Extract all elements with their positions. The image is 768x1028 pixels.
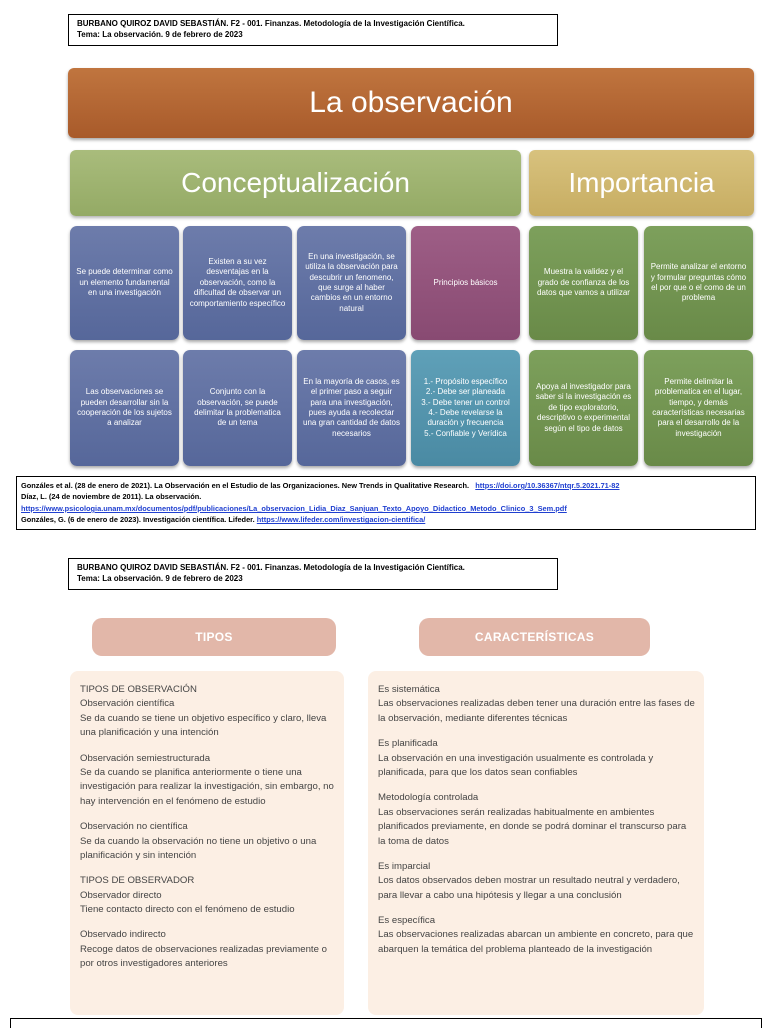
principles-card: Principios básicos (411, 226, 520, 340)
caracteristica-block (378, 683, 696, 726)
tipo-desc: Se da cuando la observación no tiene un objetivo o una planificación y sin intención (80, 835, 317, 861)
reference-item (21, 491, 751, 502)
principle-item: 2.- Debe ser planeada (425, 387, 506, 397)
tipo-desc: Se da cuando se tiene un objetivo específico y claro, lleva una planificación y una intención (80, 712, 327, 739)
conceptualization-header: Conceptualización (70, 150, 521, 216)
reference-link[interactable]: https://www.lifeder.com/investigacion-cientifica/ (256, 515, 426, 525)
concept-card: En la mayoría de casos, es el primer paso a seguir para una investigación, pues ayuda a recolectar una gran cantidad de datos necesarios (297, 350, 406, 466)
caracteristica-name: Es planificada (378, 738, 438, 750)
principle-item: 1.- Propósito específico (423, 376, 508, 386)
caracteristica-desc: La observación en una investigación usualmente es controlada y planificada, para que los datos sean confiables (378, 752, 654, 778)
caracteristicas-pill: CARACTERÍSTICAS (419, 618, 650, 656)
page1-header (68, 14, 558, 46)
reference-link[interactable]: https://www.psicologia.unam.mx/documentos/pdf/publicaciones/La_observacion_Lidia_Diaz_Sanjuan_Texto_Apoyo_Didactico_Metodo_Clinico_3_Sem.pdf (21, 503, 567, 513)
tipos-panel (70, 671, 344, 1015)
caracteristica-block (378, 914, 696, 957)
caracteristica-name: Es sistemática (378, 684, 440, 695)
tipo-desc: Recoge datos de observaciones realizadas previamente o por otros investigadores anteriores (80, 943, 327, 970)
caracteristica-desc: Las observaciones realizadas abarcan un ambiente en concreto, para que abarquen la temática del problema planteado de la investigación (378, 929, 694, 955)
importance-card: Apoya al investigador para saber si la investigación es de tipo exploratorio, descriptivo o experimental según el tipo de datos (529, 350, 638, 466)
reference-text: Díaz, L. (24 de noviembre de 2011). La observación. (21, 492, 202, 502)
references-box (16, 476, 756, 530)
tipo-group-title: TIPOS DE OBSERVADOR (80, 875, 195, 887)
tipo-block (80, 683, 336, 741)
importance-card: Permite analizar el entorno y formular preguntas cómo el por que o el como de un problema (644, 226, 753, 340)
main-title-banner: La observación (68, 68, 754, 138)
tipos-pill: TIPOS (92, 618, 336, 656)
caracteristica-name: Es específica (378, 915, 436, 927)
tipo-group-title: TIPOS DE OBSERVACIÓN (80, 684, 197, 695)
concept-card: Conjunto con la observación, se puede delimitar la problematica de un tema (183, 350, 292, 466)
header-author-line: BURBANO QUIROZ DAVID SEBASTIÁN. F2 - 001. Finanzas. Metodología de la Investigación Científica. (77, 563, 465, 572)
reference-item (21, 503, 751, 514)
concept-card: Existen a su vez desventajas en la observación, como la dificultad de observar un comportamiento específico (183, 226, 292, 340)
tipo-block (80, 820, 336, 863)
header-author-line: BURBANO QUIROZ DAVID SEBASTIÁN. F2 - 001. Finanzas. Metodología de la Investigación Científica. (77, 19, 465, 28)
principle-item: 3.- Debe tener un control (421, 397, 510, 407)
caracteristica-block (378, 791, 696, 849)
tipo-desc: Tiene contacto directo con el fenómeno de estudio (80, 904, 295, 916)
principle-item: 5.- Confiable y Verídica (424, 428, 507, 438)
caracteristica-name: Metodología controlada (378, 792, 479, 804)
tipo-block (80, 874, 336, 917)
caracteristica-name: Es imparcial (378, 860, 431, 872)
header-topic-line: Tema: La observación. 9 de febrero de 2023 (77, 573, 243, 583)
caracteristica-block (378, 860, 696, 903)
reference-item (21, 514, 751, 525)
header-topic-line: Tema: La observación. 9 de febrero de 2023 (77, 29, 243, 39)
reference-text: Gonzáles, G. (6 de enero de 2023). Investigación científica. Lifeder. (21, 515, 255, 525)
tipo-block (80, 752, 336, 810)
caracteristica-desc: Los datos observados deben mostrar un resultado neutral y verdadero, para llevar a cabo una hipótesis y llegar a una conclusión (378, 875, 680, 901)
importance-card: Permite delimitar la problematica en el lugar, tiempo, y demás características necesarias para el desarrollo de la investigación (644, 350, 753, 466)
caracteristicas-panel (368, 671, 704, 1015)
tipo-name: Observado indirecto (80, 929, 166, 941)
reference-text: Gonzáles et al. (28 de enero de 2021). La Observación en el Estudio de las Organizaciones. New Trends in Qualitative Research. (21, 481, 470, 490)
tipo-desc: Se da cuando se planifica anteriormente o tiene una investigación para realizar la investigación, sin embargo, no hay intervención en el fenómeno de estudio (80, 766, 334, 807)
concept-card: Se puede determinar como un elemento fundamental en una investigación (70, 226, 179, 340)
page2-header (68, 558, 558, 590)
tipo-name: Observador directo (80, 889, 162, 901)
tipo-block (80, 928, 336, 971)
importance-header: Importancia (529, 150, 754, 216)
caracteristica-desc: Las observaciones serán realizadas habitualmente en ambientes planificados previamente, en donde se podrá dominar el transcurso para la toma de datos (378, 806, 687, 847)
importance-card: Muestra la validez y el grado de confianza de los datos que vamos a utilizar (529, 226, 638, 340)
caracteristica-desc: Las observaciones realizadas deben tener una duración entre las fases de la observación, mediante diferentes técnicas (378, 698, 695, 724)
concept-card: En una investigación, se utiliza la observación para descubrir un fenomeno, que surge al haber cambios en un entorno natural (297, 226, 406, 340)
principle-item: 4.- Debe revelarse la duración y frecuencia (427, 408, 504, 428)
reference-link[interactable]: https://doi.org/10.36367/ntqr.5.2021.71-82 (475, 481, 620, 490)
tipo-name: Observación científica (80, 698, 175, 710)
principles-list-card (411, 350, 520, 466)
caracteristica-block (378, 737, 696, 780)
concept-card: Las observaciones se pueden desarrollar sin la cooperación de los sujetos a analizar (70, 350, 179, 466)
tipo-name: Observación semiestructurada (80, 752, 211, 764)
reference-item (21, 480, 751, 491)
tipo-name: Observación no científica (80, 821, 188, 833)
next-section-border (10, 1018, 762, 1028)
